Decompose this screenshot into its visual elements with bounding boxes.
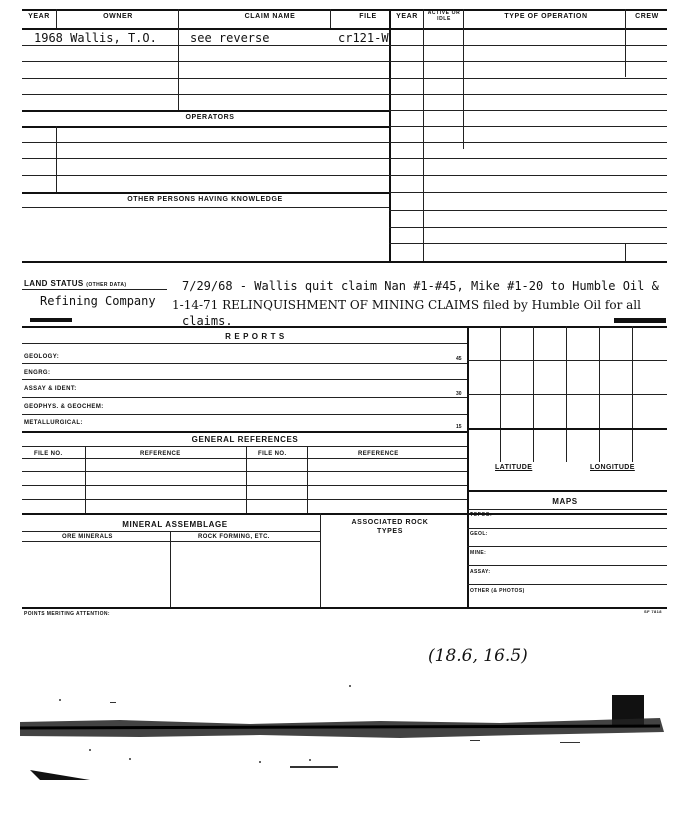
ref-reference-1: REFERENCE [140, 451, 181, 457]
scan-noise [0, 680, 678, 819]
col-header-claim-name: CLAIM NAME [244, 13, 296, 20]
points-meriting-attention: POINTS MERITING ATTENTION: [24, 611, 110, 617]
ref-file-no-1: FILE NO. [34, 451, 63, 457]
form-number: SF 7818 [644, 609, 662, 614]
map-mine: MINE: [470, 550, 487, 556]
land-status-left: Refining Company [40, 294, 156, 308]
col-header-owner: OWNER [103, 13, 133, 20]
map-geol: GEOL: [470, 531, 488, 537]
col-header-year-2: YEAR [396, 13, 418, 20]
section-maps: MAPS [552, 497, 578, 506]
land-status-line-1: 7/29/68 - Wallis quit claim Nan #1-#45, Mike #1-20 to Humble Oil & [182, 279, 659, 293]
section-mineral-assemblage: MINERAL ASSEMBLAGE [122, 520, 228, 529]
map-other: OTHER (& PHOTOS) [470, 588, 525, 594]
entry-claim-name: see reverse [190, 31, 270, 45]
handwritten-coordinates: (18.6, 16.5) [428, 646, 528, 666]
land-status-title: LAND STATUS [24, 279, 84, 288]
entry-owner: Wallis, T.O. [70, 31, 157, 45]
col-header-type-of-operation: TYPE OF OPERATION [504, 13, 588, 20]
entry-year: 1968 [34, 31, 63, 45]
latitude-label: LATITUDE [495, 464, 533, 471]
land-status-line-2: 1-14-71 RELINQUISHMENT OF MINING CLAIMS filed by Humble Oil for all [172, 298, 641, 312]
section-reports: R E P O R T S [225, 332, 285, 341]
ref-reference-2: REFERENCE [358, 451, 399, 457]
longitude-label: LONGITUDE [590, 464, 635, 471]
report-geophys: GEOPHYS. & GEOCHEM: [24, 404, 104, 410]
col-header-file: FILE [359, 13, 377, 20]
ink-smudge-right [614, 318, 666, 323]
entry-file: cr121-W [338, 31, 389, 45]
section-general-references: GENERAL REFERENCES [191, 435, 299, 444]
land-status-line-3: claims. [182, 314, 233, 328]
col-header-active-or-idle: ACTIVE OR IDLE [427, 10, 461, 22]
scale-15: 15 [456, 424, 462, 430]
col-header-year: YEAR [28, 13, 50, 20]
scale-45: 45 [456, 356, 462, 362]
section-other-persons: OTHER PERSONS HAVING KNOWLEDGE [127, 196, 283, 203]
rock-forming: ROCK FORMING, ETC. [198, 534, 270, 540]
report-geology: GEOLOGY: [24, 354, 60, 360]
section-land-status [24, 279, 126, 288]
entry-year-owner [34, 31, 157, 45]
section-associated-rock-types: ASSOCIATED ROCK TYPES [351, 519, 429, 535]
col-header-crew: CREW [635, 13, 659, 20]
map-assay: ASSAY: [470, 569, 491, 575]
scale-30: 30 [456, 391, 462, 397]
land-status-note: (OTHER DATA) [86, 282, 127, 288]
ref-file-no-2: FILE NO. [258, 451, 287, 457]
report-metallurgical: METALLURGICAL: [24, 420, 83, 426]
section-operators: OPERATORS [185, 114, 235, 121]
report-assay: ASSAY & IDENT: [24, 386, 77, 392]
ore-minerals: ORE MINERALS [62, 534, 113, 540]
ink-smudge [30, 318, 72, 322]
map-topog: TOPOG: [470, 512, 493, 518]
report-engrg: ENGRG: [24, 370, 51, 376]
